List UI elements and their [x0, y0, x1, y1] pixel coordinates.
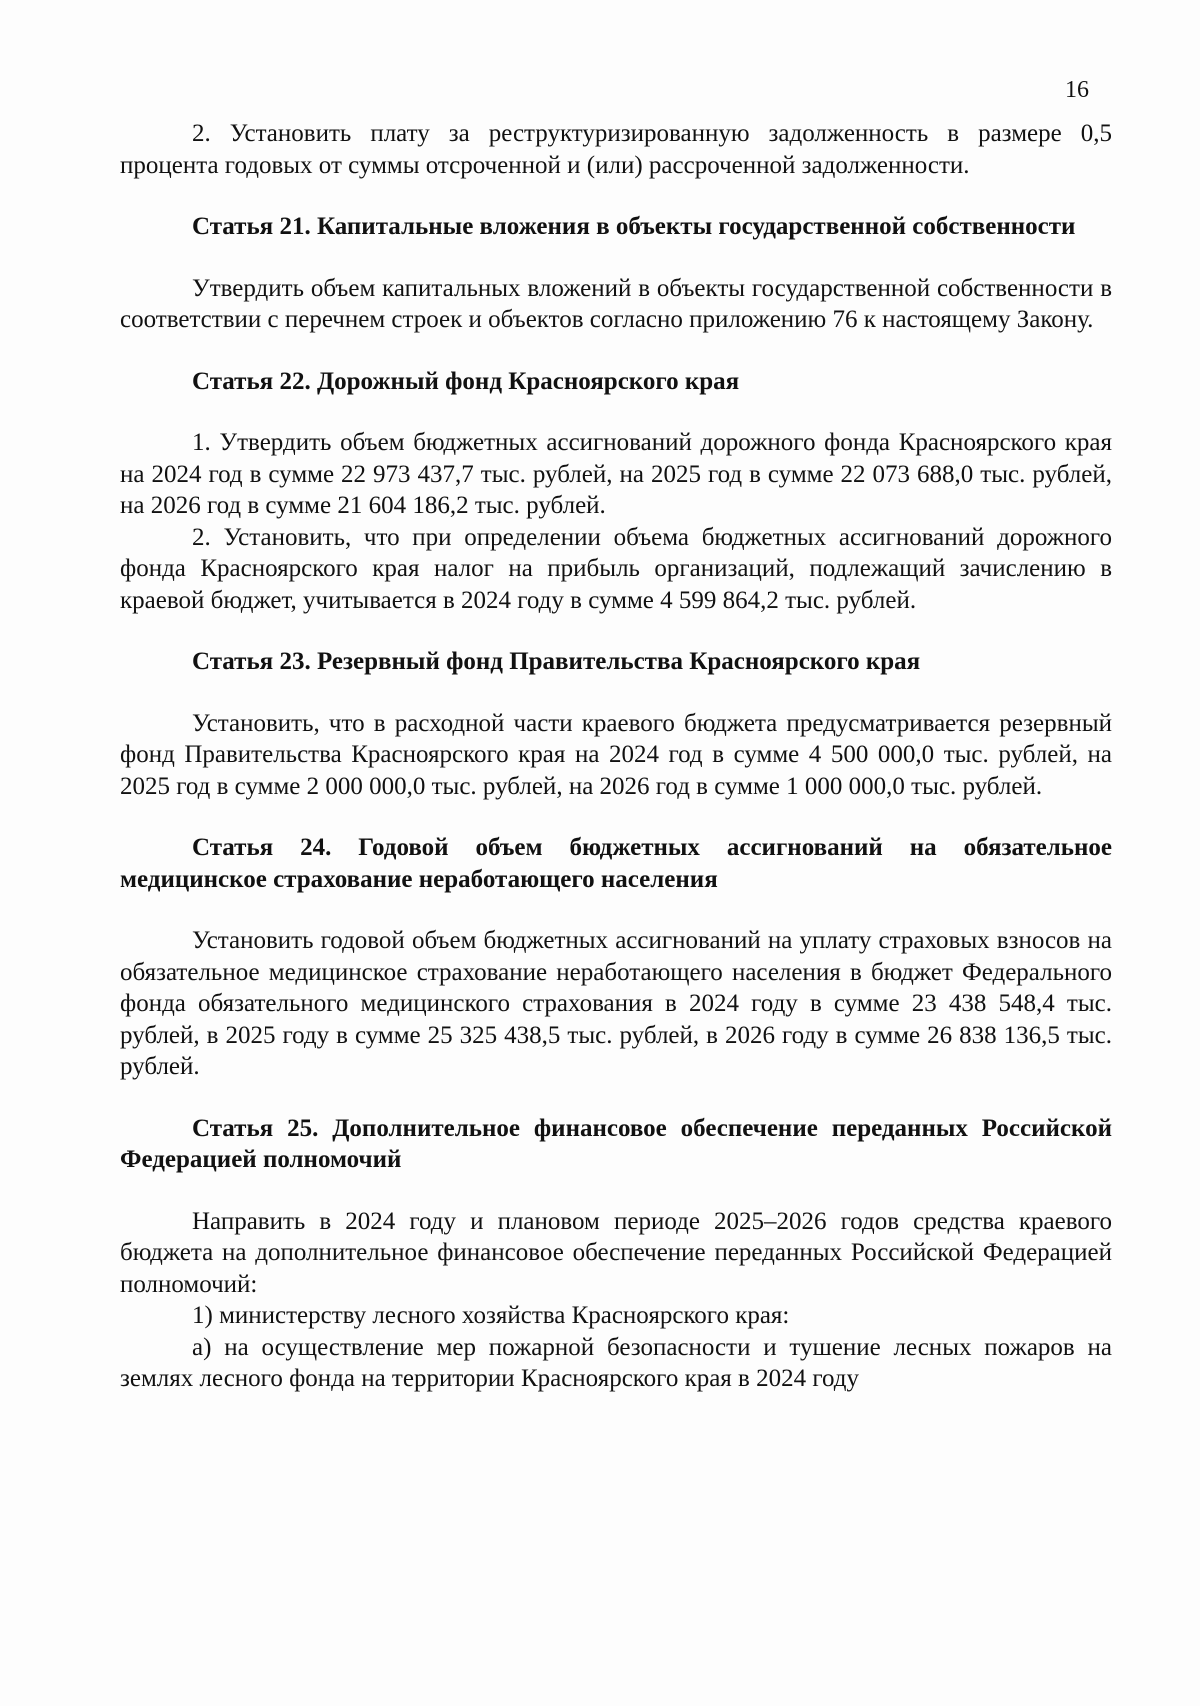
paragraph-article-24: Установить годовой объем бюджетных ассигнований на уплату страховых взносов на обязательное медицинское страхование неработающего населения в бюджет Федерального фонда обязательного медицинского страхования в 2024 году в сумме 23 438 548,4 тыс. рублей, в 2025 году в сумме 25 325 438,5 тыс. рублей, в 2026 году в сумме 26 838 136,5 тыс. рублей. — [120, 927, 1112, 1080]
heading-article-25: Статья 25. Дополнительное финансовое обеспечение переданных Российской Федерацией полномочий — [120, 1114, 1112, 1173]
page-number: 16 — [1065, 77, 1089, 103]
heading-article-21: Статья 21. Капитальные вложения в объекты государственной собственности — [192, 213, 1076, 240]
paragraph-article-23: Установить, что в расходной части краевого бюджета предусматривается резервный фонд Правительства Красноярского края на 2024 год в сумме 4 500 000,0 тыс. рублей, на 2025 год в сумме 2 000 000,0 тыс. рублей, на 2026 год в сумме 1 000 000,0 тыс. рублей. — [120, 709, 1112, 800]
heading-article-23: Статья 23. Резервный фонд Правительства Красноярского края — [192, 648, 921, 675]
paragraph-article-22-item-1: 1. Утвердить объем бюджетных ассигнований дорожного фонда Красноярского края на 2024 год в сумме 22 973 437,7 тыс. рублей, на 2025 год в сумме 22 073 688,0 тыс. рублей, на 2026 год в сумме 21 604 186,2 тыс. рублей. — [120, 429, 1112, 519]
heading-article-22: Статья 22. Дорожный фонд Красноярского края — [192, 367, 740, 395]
paragraph-article-25-intro: Направить в 2024 году и плановом периоде 2025–2026 годов средства краевого бюджета на дополнительное финансовое обеспечение переданных Российской Федерацией полномочий: — [120, 1207, 1112, 1298]
paragraph-restructured-debt-fee: 2. Установить плату за реструктуризированную задолженность в размере 0,5 процента годовых от суммы отсроченной и (или) рассроченной задолженности. — [120, 120, 1112, 179]
document-body — [120, 118, 1112, 1395]
paragraph-article-22-item-2: 2. Установить, что при определении объема бюджетных ассигнований дорожного фонда Красноярского края налог на прибыль организаций, подлежащий зачислению в краевой бюджет, учитывается в 2024 году в сумме 4 599 864,2 тыс. рублей. — [120, 523, 1112, 614]
paragraph-article-25-subitem-a: а) на осуществление мер пожарной безопасности и тушение лесных пожаров на землях лесного фонда на территории Красноярского края в 2024 году — [120, 1333, 1112, 1392]
paragraph-article-25-item-1: 1) министерству лесного хозяйства Красноярского края: — [192, 1302, 790, 1329]
paragraph-article-21: Утвердить объем капитальных вложений в объекты государственной собственности в соответствии с перечнем строек и объектов согласно приложению 76 к настоящему Закону. — [120, 274, 1112, 333]
heading-article-24: Статья 24. Годовой объем бюджетных ассигнований на обязательное медицинское страхование неработающего населения — [120, 834, 1112, 893]
